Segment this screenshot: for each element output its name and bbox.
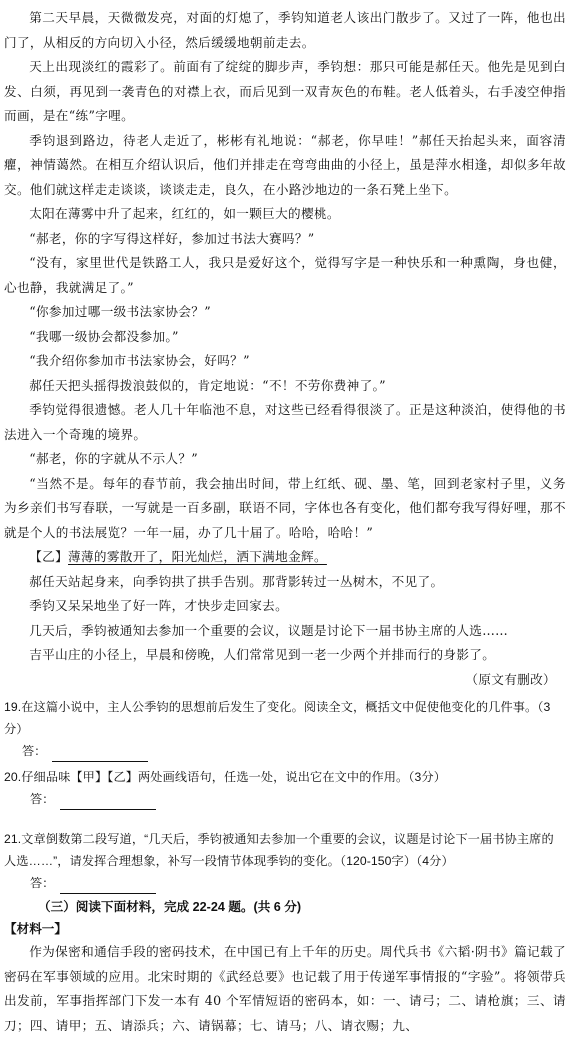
answer-19 <box>4 740 566 762</box>
story-paragraph-4: 太阳在薄雾中升了起来，红红的，如一颗巨大的樱桃。 <box>29 206 340 221</box>
story-paragraph-9: “我介绍你参加市书法家协会，好吗？” <box>29 353 250 368</box>
material-one-label: 【材料一】 <box>4 922 67 936</box>
yi-underlined-line <box>4 545 566 570</box>
answer-label-19: 答： <box>22 744 47 758</box>
question-21: 21.文章倒数第二段写道，“几天后，季钧被通知去参加一个重要的会议，议题是讨论下一届书协主席的人选……”，请发挥合理想象，补写一段情节体现季钧的变化。（120-150字）（4分） <box>4 832 554 868</box>
story-paragraph-7: “你参加过哪一级书法家协会？” <box>29 304 212 319</box>
story-paragraph-17: 吉平山庄的小径上，早晨和傍晚，人们常常见到一老一少两个并排而行的身影了。 <box>29 647 496 662</box>
material-one-text: 作为保密和通信手段的密码技术，在中国已有上千年的历史。周代兵书《六韬·阴书》篇记载了密码在军事领域的应用。北宋时期的《武经总要》也记载了用于传递军事情报的“字验”。将领带兵出发前，军事指挥部门下发一本有 40 个军情短语的密码本，如：一、请弓；二、请枪旗；三、请刀；四、请甲；五、请添兵；六、请锅幕；七、请马；八、请衣赐；九、 <box>4 944 566 1033</box>
story-paragraph-15: 季钧又呆呆地坐了好一阵，才快步走回家去。 <box>29 598 289 613</box>
story-paragraph-16: 几天后，季钧被通知去参加一个重要的会议，议题是讨论下一届书协主席的人选…… <box>29 622 509 638</box>
questions-section <box>4 696 566 894</box>
question-20: 20.仔细品味【甲】【乙】两处画线语句，任选一处，说出它在文中的作用。（3分） <box>4 770 446 784</box>
answer-blank-21[interactable] <box>60 879 156 894</box>
section-three-heading: （三）阅读下面材料，完成 22-24 题。(共 6 分) <box>38 900 302 914</box>
story-paragraph-12: “郝老，你的字就从不示人？” <box>29 451 199 466</box>
story-paragraph-3: 季钧退到路边，待老人走近了，彬彬有礼地说：“郝老，你早哇！”郝任天抬起头来，面容清癯，神情蔼然。在相互介绍认识后，他们并排走在弯弯曲曲的小径上，虽是萍水相逢，却似多年故交。他们就这样走走谈谈，谈谈走走，良久，在小路沙地边的一条石凳上坐下。 <box>4 132 566 197</box>
story-paragraph-11: 季钧觉得很遗憾。老人几十年临池不息，对这些已经看得很淡了。正是这种淡泊，使得他的书法进入一个奇瑰的境界。 <box>4 402 566 442</box>
source-note: （原文有删改） <box>465 671 556 687</box>
story-paragraph-6: “没有，家里世代是铁路工人，我只是爱好这个，觉得写字是一种快乐和一种熏陶，身也健，心也静，我就满足了。” <box>4 255 566 295</box>
yi-underlined-text: 薄薄的雾散开了，阳光灿烂，洒下满地金辉。 <box>68 549 327 564</box>
answer-label-21: 答： <box>30 876 55 890</box>
story-section <box>4 6 566 692</box>
story-paragraph-10: 郝任天把头摇得拨浪鼓似的，肯定地说：“不！不劳你费神了。” <box>29 377 386 393</box>
section-three <box>4 896 566 1038</box>
story-paragraph-14: 郝任天站起身来，向季钧拱了拱手告别。那背影转过一丛树木，不见了。 <box>29 573 444 589</box>
story-paragraph-1: 第二天早晨，天微微发亮，对面的灯熄了，季钧知道老人该出门散步了。又过了一阵，他也出门了，从相反的方向切入小径，然后缓缓地朝前走去。 <box>4 10 566 50</box>
answer-label-20: 答： <box>30 792 55 806</box>
story-paragraph-2: 天上出现淡红的霞彩了。前面有了绽绽的脚步声，季钧想：那只可能是郝任天。他先是见到白发、白须，再见到一袭青色的对襟上衣，而后见到一双青灰色的布鞋。老人低着头，右手凌空伸指而画，是在“练”字哩。 <box>4 59 566 123</box>
answer-21 <box>4 872 566 894</box>
story-paragraph-5: “郝老，你的字写得这样好，参加过书法大赛吗？” <box>29 230 315 246</box>
answer-blank-19[interactable] <box>52 747 148 762</box>
yi-label: 【乙】 <box>29 549 69 564</box>
spacer <box>4 810 566 824</box>
question-19: 19.在这篇小说中，主人公季钧的思想前后发生了变化。阅读全文，概括文中促使他变化的几件事。（3分） <box>4 700 551 736</box>
story-paragraph-8: “我哪一级协会都没参加。” <box>29 328 179 344</box>
answer-20 <box>4 788 566 810</box>
story-paragraph-13: “当然不是。每年的春节前，我会抽出时间，带上红纸、砚、墨、笔，回到老家村子里，义务为乡亲们书写春联，一写就是一百多副，联语不同，字体也各有变化，他们都夸我写得好哩，那不就是个人的书法展览？一年一届，办了几十届了。哈哈，哈哈！” <box>4 475 566 540</box>
answer-blank-20[interactable] <box>60 795 156 810</box>
